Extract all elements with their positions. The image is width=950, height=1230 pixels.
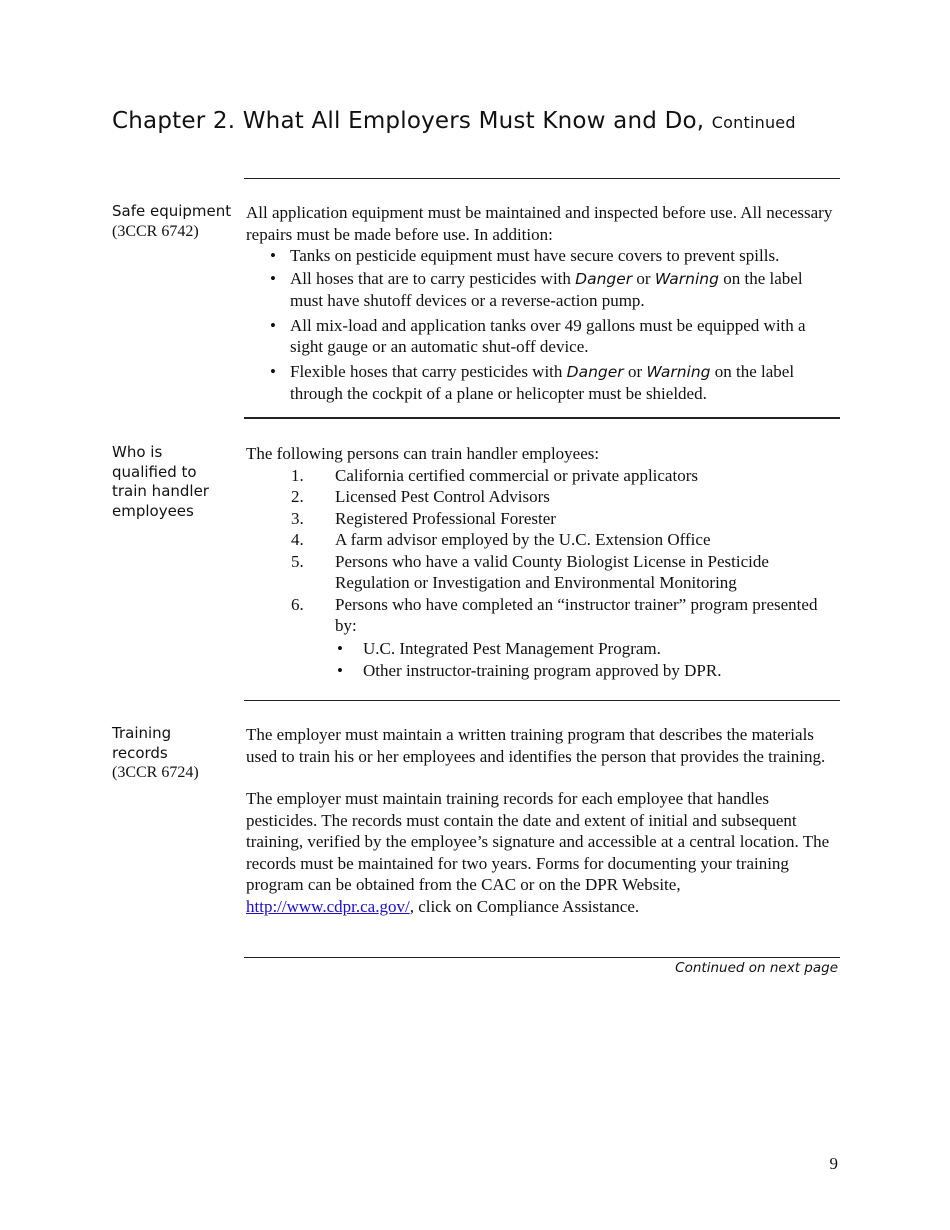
list-item: 2. Licensed Pest Control Advisors bbox=[291, 487, 550, 506]
divider bbox=[244, 700, 840, 701]
list-item: • Other instructor-training program approved by DPR. bbox=[335, 660, 836, 682]
list-item: 6. Persons who have completed an “instructor trainer” program presented by: • U.C. Integrated Pest Management Program. • Other instructor-training program approved by DPR. bbox=[246, 594, 836, 682]
section-body-training-records bbox=[246, 724, 836, 917]
divider bbox=[244, 957, 840, 958]
paragraph: All application equipment must be maintained and inspected before use. All necessary repairs must be made before use. In addition: bbox=[246, 203, 833, 244]
regulation-ref: (3CCR 6742) bbox=[112, 222, 199, 240]
list-item: • All mix-load and application tanks over 49 gallons must be equipped with a sight gauge or an automatic shut-off device. bbox=[246, 315, 836, 358]
sub-bullet-list bbox=[335, 638, 836, 682]
continued-next-page: Continued on next page bbox=[675, 960, 838, 976]
section-label: Training records bbox=[112, 724, 172, 762]
list-item: 1. California certified commercial or private applicators bbox=[291, 465, 698, 485]
paragraph: The employer must maintain training records for each employee that handles pesticides. The records must contain the date and extent of initial and subsequent training, verified by the employee’s signature and accessible at a central location. The records must be maintained for two years. Forms for documenting your training program can be obtained from the CAC or on the DPR Website, http://www.cdpr.ca.gov/, click on Compliance Assistance. bbox=[246, 789, 830, 916]
section-body-who-qualified bbox=[246, 443, 836, 682]
numbered-list bbox=[246, 465, 836, 682]
page-title bbox=[112, 108, 796, 134]
list-item: 5. Persons who have a valid County Biologist License in Pesticide Regulation or Investigation and Environmental Monitoring bbox=[291, 551, 769, 592]
warning-term: Warning bbox=[646, 362, 711, 381]
paragraph: The following persons can train handler employees: bbox=[246, 444, 600, 463]
chapter-title: Chapter 2. What All Employers Must Know and Do, bbox=[112, 108, 705, 134]
paragraph: The employer must maintain a written training program that describes the materials used to train his or her employees and identifies the person that provides the training. bbox=[246, 725, 826, 766]
section-label: Safe equipment bbox=[112, 202, 232, 220]
list-item: • U.C. Integrated Pest Management Program. bbox=[335, 638, 836, 660]
list-item: • Flexible hoses that carry pesticides with Danger or Warning on the label through the cockpit of a plane or helicopter must be shielded. bbox=[246, 361, 836, 405]
section-label-safe-equipment bbox=[112, 202, 237, 241]
divider bbox=[244, 417, 840, 419]
section-label-training-records bbox=[112, 724, 237, 783]
list-item: 4. A farm advisor employed by the U.C. Extension Office bbox=[291, 530, 711, 549]
page-number: 9 bbox=[829, 1154, 838, 1173]
list-item: • Tanks on pesticide equipment must have secure covers to prevent spills. bbox=[246, 245, 836, 267]
bullet-list bbox=[246, 245, 836, 405]
regulation-ref: (3CCR 6724) bbox=[112, 764, 199, 781]
divider bbox=[244, 178, 840, 179]
warning-term: Warning bbox=[654, 269, 719, 288]
section-label: Who is qualified to train handler employees bbox=[112, 443, 209, 520]
danger-term: Danger bbox=[566, 362, 624, 381]
dpr-website-link[interactable]: http://www.cdpr.ca.gov/ bbox=[246, 896, 410, 916]
list-item: • All hoses that are to carry pesticides with Danger or Warning on the label must have shutoff devices or a reverse-action pump. bbox=[246, 268, 836, 312]
continued-label: Continued bbox=[711, 113, 796, 132]
section-label-who-qualified bbox=[112, 443, 230, 521]
danger-term: Danger bbox=[575, 269, 633, 288]
list-item: 3. Registered Professional Forester bbox=[291, 508, 556, 528]
section-body-safe-equipment bbox=[246, 202, 836, 405]
